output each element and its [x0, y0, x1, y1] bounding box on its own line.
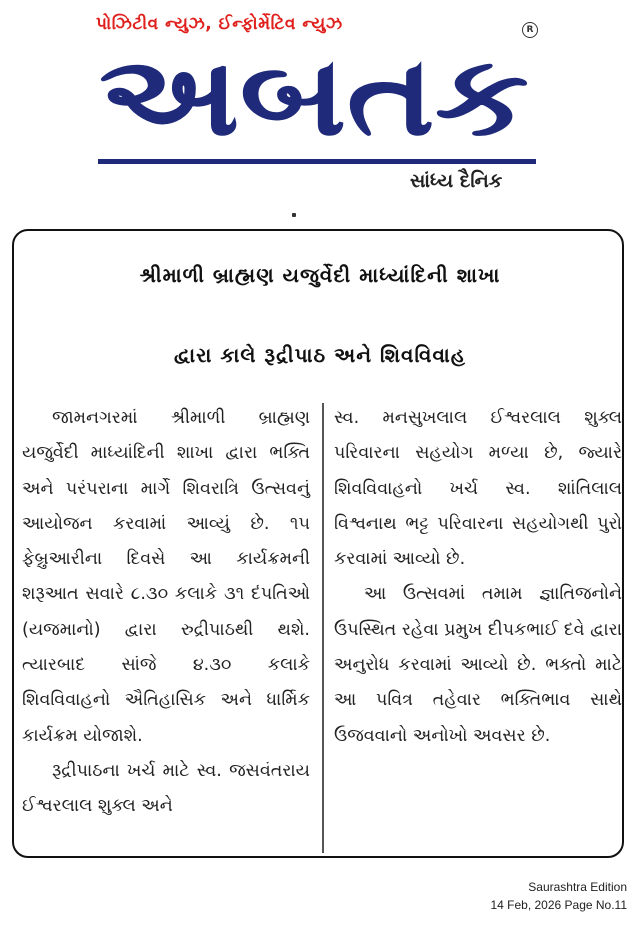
edition-footer: [490, 878, 627, 914]
edition-date-page: 14 Feb, 2026 Page No.11: [490, 898, 627, 912]
separator-dot: [292, 213, 296, 217]
masthead-rule: [98, 159, 536, 164]
headline-line-1: શ્રીમાળી બ્રાહ્મણ યજુર્વેદી માધ્યાંદિની શાખા: [139, 263, 501, 287]
article-column-right: [334, 401, 622, 754]
column-divider: [322, 403, 324, 853]
headline-line-2: દ્વારા કાલે રૂદ્રીપાઠ અને શિવવિવાહ: [173, 343, 467, 367]
paragraph: સ્વ. મનસુખલાલ ઈશ્વરલાલ શુક્લ પરિવારના સહયોગ મળ્યા છે, જ્યારે શિવવિવાહનો ખર્ચ સ્વ. શાંતિલાલ વિશ્વનાથ ભટ્ટ પરિવારના સહયોગથી પુરો કરવામાં આવ્યો છે.: [334, 408, 622, 570]
paragraph: જામનગરમાં શ્રીમાળી બ્રાહ્મણ યજુર્વેદી માધ્યાંદિની શાખા દ્વારા ભક્તિ અને પરંપરાના માર્ગે શિવરાત્રિ ઉત્સવનું આયોજન કરવામાં આવ્યું છે. ૧૫ ફેબ્રુઆરીના દિવસે આ કાર્યક્રમની શરૂઆત સવારે ૮.૩૦ કલાકે ૩૧ દંપતિઓ (યજમાનો) દ્વારા રુદ્રીપાઠથી થશે. ત્યારબાદ સાંજે ૪.૩૦ કલાકે શિવવિવાહનો ઐતિહાસિક અને ધાર્મિક કાર્યક્રમ યોજાશે.: [22, 408, 310, 746]
article-column-left: [22, 401, 310, 825]
newspaper-logo: [94, 38, 534, 148]
edition-name: Saurashtra Edition: [528, 880, 627, 894]
news-article: [12, 229, 624, 858]
paragraph: આ ઉત્સવમાં તમામ જ્ઞાતિજનોને ઉપસ્થિત રહેવા પ્રમુખ દીપકભાઈ દવે દ્વારા અનુરોધ કરવામાં આવ્યો છે. ભક્તો માટે આ પવિત્ર તહેવાર ભક્તિભાવ સાથે ઉજવવાનો અનોખો અવસર છે.: [334, 584, 622, 746]
paragraph: રૂદ્રીપાઠના ખર્ચ માટે સ્વ. જસવંતરાય ઈશ્વરલાલ શુક્લ અને: [22, 760, 310, 817]
tagline: પોઝિટીવ ન્યુઝ, ઈન્ફોર્મેટિવ ન્યુઝ: [96, 14, 343, 34]
masthead-subtitle: સાંધ્ય દૈનિક: [410, 170, 503, 192]
logo-text: અબતક: [99, 38, 529, 148]
masthead: [0, 0, 637, 210]
registered-mark: R: [522, 22, 538, 38]
